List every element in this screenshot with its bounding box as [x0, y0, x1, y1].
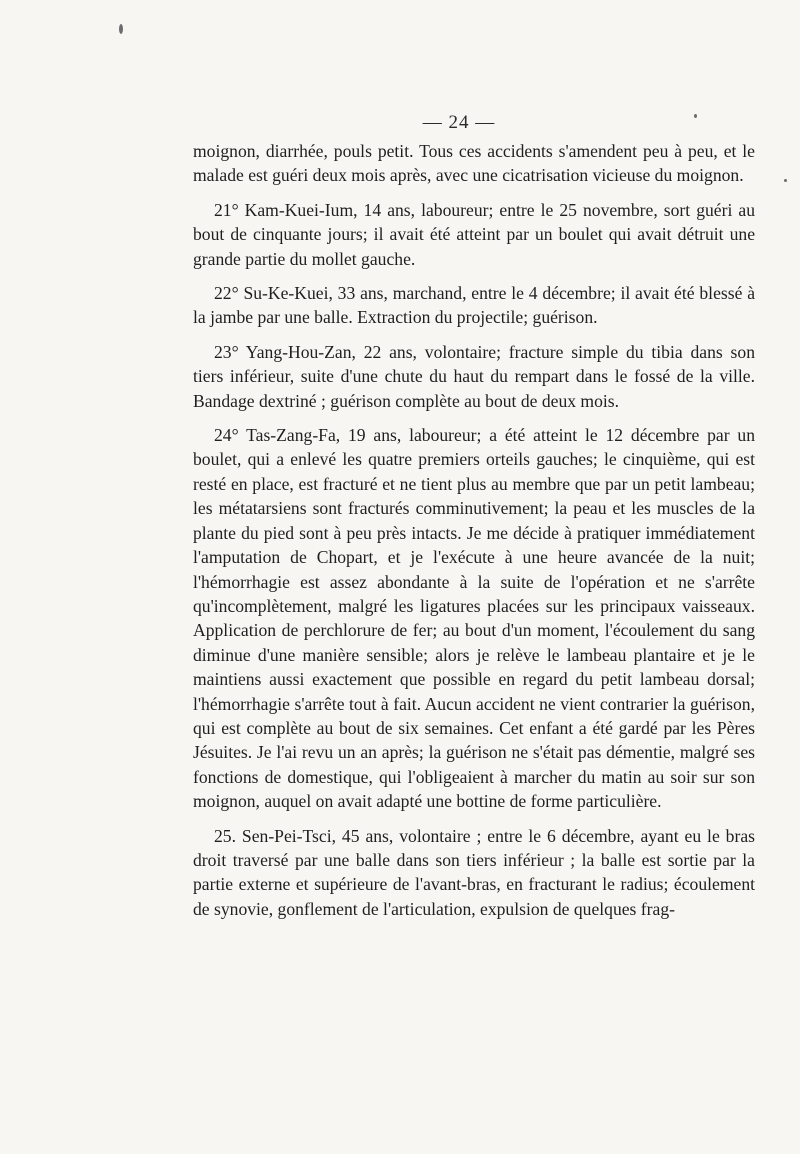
paragraph-case-25: 25. Sen-Pei-Tsci, 45 ans, volontaire ; entre le 6 décembre, ayant eu le bras droit traversé par une balle dans son tiers inférieur ; la balle est sortie par la partie externe et supérieure de l'avant-bras, en fracturant le radius; écoulement de synovie, gonflement de l'articulation, expulsion de quelques frag- — [193, 825, 755, 919]
scan-speck — [694, 114, 697, 118]
body-text — [193, 139, 755, 931]
page-number: — 24 — — [422, 112, 496, 133]
scan-speck — [784, 179, 787, 182]
paragraph-case-23: 23° Yang-Hou-Zan, 22 ans, volontaire; fracture simple du tibia dans son tiers inférieur, suite d'une chute du haut du rempart dans le fossé de la ville. Bandage dextriné ; guérison complète au bout de deux mois. — [193, 341, 755, 411]
paragraph-continuation: moignon, diarrhée, pouls petit. Tous ces accidents s'amendent peu à peu, et le malade est guéri deux mois après, avec une cicatrisation vicieuse du moignon. — [193, 141, 755, 186]
scan-speck — [119, 24, 123, 34]
paragraph-case-21: 21° Kam-Kuei-Ium, 14 ans, laboureur; entre le 25 novembre, sort guéri au bout de cinquante jours; il avait été atteint par un boulet qui avait détruit une grande partie du mollet gauche. — [193, 199, 755, 269]
paragraph-case-22: 22° Su-Ke-Kuei, 33 ans, marchand, entre le 4 décembre; il avait été blessé à la jambe par une balle. Extraction du projectile; guérison. — [193, 283, 755, 328]
paragraph-case-24: 24° Tas-Zang-Fa, 19 ans, laboureur; a été atteint le 12 décembre par un boulet, qui a enlevé les quatre premiers orteils gauches; le cinquième, qui est resté en place, est fracturé et ne tient plus au membre que par un petit lambeau; les métatarsiens sont fracturés comminutivement; la peau et les muscles de la plante du pied sont à peu près intacts. Je me décide à pratiquer immédiatement l'amputation de Chopart, et je l'exécute à une heure avancée de la nuit; l'hémorrhagie est assez abondante à la suite de l'opération et ne s'arrête qu'incomplètement, malgré les ligatures placées sur les principaux vaisseaux. Application de perchlorure de fer; au bout d'un moment, l'écoulement du sang diminue d'une manière sensible; alors je relève le lambeau plantaire et je le maintiens aussi exactement que possible en regard du petit lambeau dorsal; l'hémorrhagie s'arrête tout à fait. Aucun accident ne vient contrarier la guérison, qui est complète au bout de six semaines. Cet enfant a été gardé par les Pères Jésuites. Je l'ai revu un an après; la guérison ne s'était pas démentie, malgré ses fonctions de domestique, qui l'obligeaient à marcher du matin au soir sur son moignon, auquel on avait adapté une bottine de forme particulière. — [193, 425, 755, 812]
